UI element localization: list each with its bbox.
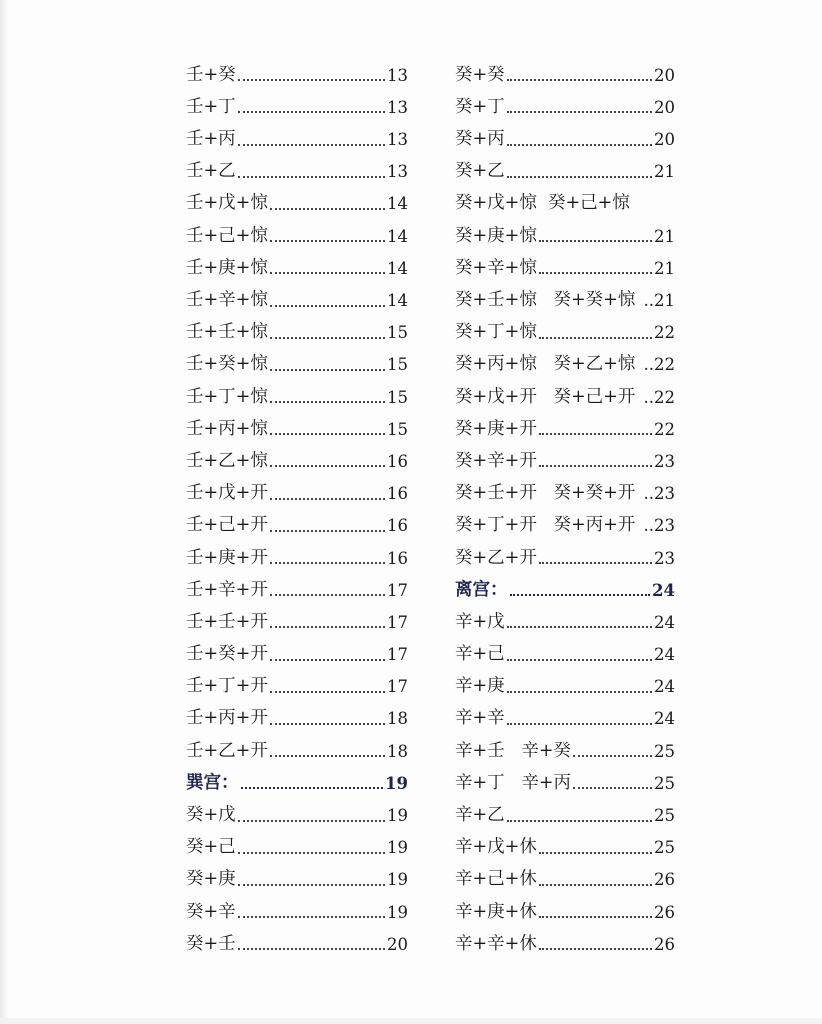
toc-entry[interactable] — [455, 249, 675, 281]
toc-right-column — [455, 56, 675, 957]
toc-page-number: 13 — [387, 130, 408, 150]
toc-entry[interactable] — [455, 281, 675, 313]
toc-dot-leader — [539, 559, 652, 564]
toc-dot-leader — [270, 462, 385, 467]
page-binding-shadow — [0, 0, 8, 1024]
toc-entry-label: 癸+乙+开 — [455, 547, 537, 568]
toc-dot-leader — [270, 688, 385, 693]
toc-entry-label: 壬+己+惊 — [186, 225, 268, 246]
toc-dot-leader — [539, 334, 652, 339]
toc-entry[interactable] — [186, 281, 408, 313]
toc-entry[interactable] — [186, 217, 408, 249]
toc-entry[interactable] — [455, 346, 675, 378]
toc-entry-label: 壬+乙+开 — [186, 740, 268, 761]
toc-dot-leader — [241, 784, 384, 789]
toc-page-number: ..23 — [643, 516, 675, 536]
toc-entry-label: 壬+庚+开 — [186, 547, 268, 568]
toc-entry[interactable] — [186, 507, 408, 539]
toc-page-number: 22 — [654, 419, 675, 439]
toc-entry-label: 壬+辛+开 — [186, 579, 268, 600]
toc-page-number: 25 — [654, 806, 675, 825]
toc-page-number: 17 — [387, 612, 408, 632]
toc-entry[interactable] — [186, 571, 408, 603]
toc-page-number: 16 — [387, 548, 408, 568]
toc-entry[interactable] — [455, 217, 675, 249]
toc-entry[interactable] — [186, 829, 408, 861]
toc-entry-label: 辛+己+休 — [455, 869, 537, 890]
toc-page-number: 24 — [654, 612, 675, 632]
toc-page-number: 26 — [654, 870, 675, 890]
toc-entry-label: 癸+庚+惊 — [455, 225, 537, 246]
toc-page-number: 15 — [387, 323, 408, 343]
toc-entry[interactable] — [186, 861, 408, 893]
toc-page-number: 20 — [654, 65, 675, 85]
toc-dot-leader — [238, 108, 385, 113]
toc-entry-label: 壬+乙+惊 — [186, 450, 268, 471]
toc-dot-leader — [238, 76, 385, 81]
toc-entry-label: 癸+癸 — [455, 64, 505, 85]
toc-page-number: 14 — [387, 291, 408, 310]
toc-page-number: 26 — [654, 934, 675, 954]
toc-entry[interactable] — [455, 474, 675, 506]
toc-entry[interactable] — [186, 700, 408, 732]
toc-page-number: 20 — [654, 97, 675, 117]
toc-entry[interactable] — [186, 249, 408, 281]
toc-entry-label: 壬+乙 — [186, 161, 236, 182]
toc-page-number: 24 — [654, 645, 675, 665]
toc-page-number: 23 — [654, 451, 675, 471]
toc-page-number: 20 — [654, 130, 675, 150]
toc-entry[interactable] — [455, 56, 675, 88]
toc-entry[interactable] — [455, 507, 675, 539]
toc-dot-leader — [270, 656, 385, 661]
toc-entry-label: 辛+己 — [455, 644, 505, 665]
toc-entry[interactable] — [455, 700, 675, 732]
toc-dot-leader — [539, 913, 652, 918]
toc-entry-label: 癸+丙 — [455, 129, 505, 150]
toc-dot-leader — [507, 141, 652, 146]
toc-dot-leader — [507, 656, 652, 661]
toc-entry[interactable] — [455, 88, 675, 120]
toc-entry[interactable] — [186, 893, 408, 925]
toc-dot-leader — [270, 366, 385, 371]
toc-entry[interactable] — [186, 925, 408, 957]
toc-entry[interactable] — [186, 410, 408, 442]
toc-entry-label: 癸+壬+惊 癸+癸+惊 — [455, 290, 636, 310]
toc-entry-label: 壬+壬+惊 — [186, 322, 268, 343]
toc-entry[interactable] — [455, 153, 675, 185]
toc-entry-label: 壬+壬+开 — [186, 611, 268, 632]
toc-page-number: 18 — [387, 741, 408, 761]
toc-entry-label: 癸+辛 — [186, 901, 236, 922]
toc-entry-label: 癸+戊 — [186, 805, 236, 825]
page-bottom-edge — [0, 1018, 822, 1024]
toc-page-number: 14 — [387, 226, 408, 246]
toc-page-number: 25 — [654, 741, 675, 761]
toc-entry-label: 癸+庚+开 — [455, 418, 537, 439]
toc-entry[interactable] — [186, 668, 408, 700]
toc-dot-leader — [573, 784, 652, 789]
toc-entry[interactable] — [455, 378, 675, 410]
toc-entry[interactable] — [455, 603, 675, 635]
toc-entry[interactable] — [455, 668, 675, 700]
toc-dot-leader — [270, 527, 385, 532]
toc-entry-label: 癸+庚 — [186, 869, 236, 890]
toc-page-number: 17 — [387, 677, 408, 697]
toc-entry-label: 壬+丁 — [186, 96, 236, 117]
toc-entry[interactable] — [186, 120, 408, 152]
toc-page-number: 19 — [387, 902, 408, 922]
toc-entry-label: 癸+辛+惊 — [455, 257, 537, 278]
toc-dot-leader — [238, 141, 385, 146]
toc-entry[interactable] — [455, 635, 675, 667]
toc-page-number: 15 — [387, 419, 408, 439]
toc-dot-leader — [507, 108, 652, 113]
toc-dot-leader — [238, 913, 385, 918]
toc-dot-leader — [270, 752, 385, 757]
toc-entry[interactable] — [186, 346, 408, 378]
toc-dot-leader — [539, 237, 652, 242]
toc-page-number: 13 — [387, 97, 408, 117]
toc-dot-leader — [270, 720, 385, 725]
toc-page-number: 17 — [387, 645, 408, 665]
toc-entry-label: 辛+丁 辛+丙 — [455, 772, 572, 793]
toc-dot-leader — [270, 302, 385, 307]
toc-page-number: 15 — [387, 355, 408, 375]
toc-entry-label: 壬+庚+惊 — [186, 257, 268, 278]
toc-entry[interactable] — [455, 925, 675, 957]
toc-page-number: 18 — [387, 709, 408, 729]
toc-dot-leader — [507, 623, 652, 628]
toc-dot-leader — [270, 495, 385, 500]
toc-page-number: 17 — [387, 580, 408, 600]
toc-entry[interactable] — [186, 185, 408, 217]
toc-page-number: 21 — [654, 226, 675, 246]
toc-page-number: 16 — [387, 516, 408, 536]
toc-page-number: 24 — [652, 580, 675, 600]
toc-entry-label: 癸+丁+惊 — [455, 322, 537, 343]
toc-dot-leader — [270, 398, 385, 403]
toc-entry-label: 壬+戊+惊 — [186, 193, 268, 214]
toc-page-number: 21 — [654, 258, 675, 278]
toc-dot-leader — [238, 945, 385, 950]
toc-page-number: 13 — [387, 162, 408, 182]
toc-dot-leader — [539, 945, 652, 950]
toc-entry-label: 辛+戊+休 — [455, 837, 537, 858]
toc-dot-leader — [539, 462, 652, 467]
toc-entry[interactable] — [186, 539, 408, 571]
toc-entry-label: 癸+乙 — [455, 161, 505, 182]
toc-page-number: 19 — [387, 806, 408, 825]
toc-page-number: 19 — [387, 838, 408, 858]
toc-entry-label: 癸+戊+惊 癸+己+惊 — [455, 193, 630, 214]
toc-entry-label: 癸+丙+惊 癸+乙+惊 — [455, 354, 636, 375]
toc-entry[interactable] — [186, 732, 408, 764]
toc-dot-leader — [507, 817, 652, 822]
toc-page-number: 14 — [387, 258, 408, 278]
toc-entry[interactable] — [455, 861, 675, 893]
toc-entry-label: 癸+丁 — [455, 96, 505, 117]
toc-dot-leader — [270, 623, 385, 628]
toc-page-number: 14 — [387, 194, 408, 214]
toc-entry-label: 癸+壬+开 癸+癸+开 — [455, 483, 636, 504]
toc-entry[interactable] — [455, 539, 675, 571]
toc-page-number: 26 — [654, 902, 675, 922]
toc-entry[interactable] — [455, 442, 675, 474]
toc-entry[interactable] — [455, 410, 675, 442]
toc-entry-label: 辛+辛+休 — [455, 933, 537, 954]
toc-entry-label: 癸+戊+开 癸+己+开 — [455, 386, 636, 407]
toc-entry-label: 壬+丁+开 — [186, 676, 268, 697]
toc-entry-label: 辛+戊 — [455, 611, 505, 632]
toc-dot-leader — [270, 559, 385, 564]
toc-page-number: 21 — [654, 162, 675, 182]
toc-entry-label: 癸+壬 — [186, 933, 236, 954]
toc-page-number: 20 — [387, 934, 408, 954]
toc-dot-leader — [270, 237, 385, 242]
toc-page-number: ..23 — [643, 484, 675, 504]
toc-entry-label: 辛+庚+休 — [455, 901, 537, 922]
toc-dot-leader — [507, 173, 652, 178]
toc-entry-label: 离宫： — [455, 579, 508, 600]
toc-dot-leader — [539, 430, 652, 435]
toc-entry-label: 壬+己+开 — [186, 515, 268, 536]
toc-dot-leader — [238, 881, 385, 886]
toc-dot-leader — [507, 720, 652, 725]
toc-dot-leader — [238, 173, 385, 178]
toc-entry[interactable] — [186, 153, 408, 185]
toc-entry[interactable] — [455, 314, 675, 346]
toc-page-number: 16 — [387, 451, 408, 471]
toc-entry-label: 癸+辛+开 — [455, 450, 537, 471]
toc-entry[interactable] — [186, 88, 408, 120]
toc-page-number: 25 — [654, 773, 675, 793]
toc-entry-label: 癸+己 — [186, 837, 236, 858]
toc-dot-leader — [238, 849, 385, 854]
toc-section-heading[interactable] — [186, 764, 408, 796]
toc-page-number: 13 — [387, 65, 408, 85]
toc-entry[interactable] — [455, 120, 675, 152]
toc-entry-label: 壬+癸+惊 — [186, 354, 268, 375]
toc-page-number: 24 — [654, 677, 675, 697]
toc-entry-label: 巽宫： — [186, 772, 239, 793]
toc-page-number: 24 — [654, 709, 675, 729]
toc-page-number: ..21 — [643, 291, 675, 310]
toc-entry[interactable] — [186, 796, 408, 828]
toc-dot-leader — [539, 269, 652, 274]
toc-dot-leader — [539, 881, 652, 886]
toc-entry[interactable] — [455, 829, 675, 861]
toc-dot-leader — [507, 76, 652, 81]
toc-entry-label: 壬+丁+惊 — [186, 386, 268, 407]
toc-entry[interactable] — [455, 185, 675, 217]
toc-entry-label: 壬+癸 — [186, 64, 236, 85]
toc-page-number: ..22 — [643, 355, 675, 375]
toc-dot-leader — [270, 205, 385, 210]
toc-entry[interactable] — [186, 378, 408, 410]
toc-page-number: 19 — [385, 773, 408, 793]
toc-entry-label: 癸+丁+开 癸+丙+开 — [455, 515, 636, 536]
toc-page-number: 15 — [387, 387, 408, 407]
toc-dot-leader — [510, 591, 651, 596]
toc-page-number: 23 — [654, 548, 675, 568]
toc-entry[interactable] — [186, 314, 408, 346]
toc-page-number: 16 — [387, 484, 408, 504]
toc-entry-label: 壬+丙+惊 — [186, 418, 268, 439]
toc-entry[interactable] — [186, 635, 408, 667]
toc-entry-label: 辛+庚 — [455, 676, 505, 697]
toc-page-number: ..22 — [643, 387, 675, 407]
toc-entry[interactable] — [186, 442, 408, 474]
toc-entry[interactable] — [186, 56, 408, 88]
toc-entry-label: 壬+辛+惊 — [186, 290, 268, 310]
toc-left-column — [186, 56, 408, 957]
toc-page-number: 22 — [654, 323, 675, 343]
toc-entry-label: 辛+辛 — [455, 708, 505, 729]
toc-page-number: 25 — [654, 838, 675, 858]
toc-section-heading[interactable] — [455, 571, 675, 603]
toc-dot-leader — [270, 591, 385, 596]
toc-entry[interactable] — [455, 732, 675, 764]
toc-entry[interactable] — [186, 474, 408, 506]
toc-entry[interactable] — [186, 603, 408, 635]
toc-entry-label: 辛+壬 辛+癸 — [455, 740, 572, 761]
toc-dot-leader — [270, 430, 385, 435]
toc-dot-leader — [539, 849, 652, 854]
toc-dot-leader — [507, 688, 652, 693]
toc-entry[interactable] — [455, 764, 675, 796]
toc-dot-leader — [238, 817, 385, 822]
toc-entry-label: 壬+丙+开 — [186, 708, 268, 729]
toc-dot-leader — [270, 334, 385, 339]
toc-entry[interactable] — [455, 893, 675, 925]
toc-entry-label: 辛+乙 — [455, 805, 505, 825]
toc-dot-leader — [270, 269, 385, 274]
toc-entry-label: 壬+癸+开 — [186, 644, 268, 665]
toc-page-number: 19 — [387, 870, 408, 890]
toc-dot-leader — [573, 752, 652, 757]
toc-entry-label: 壬+丙 — [186, 129, 236, 150]
toc-entry-label: 壬+戊+开 — [186, 483, 268, 504]
toc-entry[interactable] — [455, 796, 675, 828]
